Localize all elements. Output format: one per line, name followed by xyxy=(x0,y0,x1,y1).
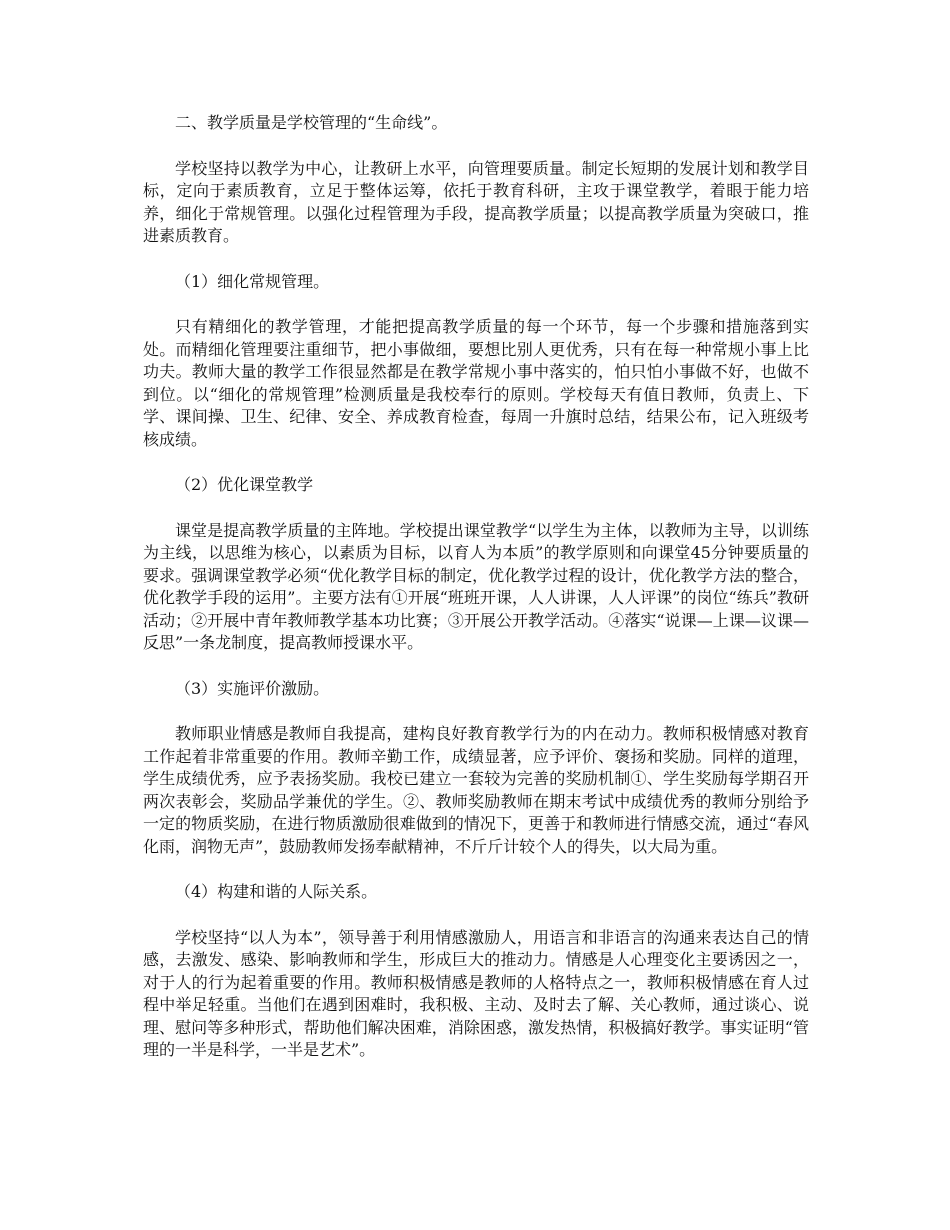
subsection-body-2: 课堂是提高教学质量的主阵地。学校提出课堂教学“以学生为主体，以教师为主导，以训练为主线，以思维为核心，以素质为目标，以育人为本质”的教学原则和向课堂45分钟要质量的要求。强调课堂教学必须“优化教学目标的制定，优化教学过程的设计，优化教学方法的整合，优化教学手段的运用”。主要方法有①开展“班班开课，人人讲课，人人评课”的岗位“练兵”教研活动；②开展中青年教师教学基本功比赛；③开展公开教学活动。④落实“说课—上课—议课—反思”一条龙制度，提高教师授课水平。 xyxy=(143,520,809,652)
document-page xyxy=(143,112,809,1085)
subsection-body-4: 学校坚持“以人为本”，领导善于利用情感激励人，用语言和非语言的沟通来表达自己的情感，去激发、感染、影响教师和学生，形成巨大的推动力。情感是人心理变化主要诱因之一，对于人的行为起着重要的作用。教师积极情感是教师的人格特点之一，教师积极情感在育人过程中举足轻重。当他们在遇到困难时，我积极、主动、及时去了解、关心教师，通过谈心、说理、慰问等多种形式，帮助他们解决困难，消除困惑，激发热情，积极搞好教学。事实证明“管理的一半是科学，一半是艺术”。 xyxy=(143,927,809,1059)
subsection-heading-4: （4）构建和谐的人际关系。 xyxy=(175,882,378,901)
subsection-body-1: 只有精细化的教学管理，才能把提高教学质量的每一个环节，每一个步骤和措施落到实处。而精细化管理要注重细节，把小事做细，要想比别人更优秀，只有在每一种常规小事上比功夫。教师大量的教学工作很显然都是在教学常规小事中落实的，怕只怕小事做不好，也做不到位。以“细化的常规管理”检测质量是我校奉行的原则。学校每天有值日教师，负责上、下学、课间操、卫生、纪律、安全、养成教育检查，每周一升旗时总结，结果公布，记入班级考核成绩。 xyxy=(143,317,809,449)
subsection-body-3: 教师职业情感是教师自我提高，建构良好教育教学行为的内在动力。教师积极情感对教育工作起着非常重要的作用。教师辛勤工作，成绩显著，应予评价、褒扬和奖励。同样的道理，学生成绩优秀，应予表扬奖励。我校已建立一套较为完善的奖励机制①、学生奖励每学期召开两次表彰会，奖励品学兼优的学生。②、教师奖励教师在期末考试中成绩优秀的教师分别给予一定的物质奖励，在进行物质激励很难做到的情况下，更善于和教师进行情感交流，通过“春风化雨，润物无声”，鼓励教师发扬奉献精神，不斤斤计较个人的得失，以大局为重。 xyxy=(143,724,809,856)
section-title: 二、教学质量是学校管理的“生命线”。 xyxy=(175,113,448,132)
subsection-heading-3: （3）实施评价激励。 xyxy=(175,678,330,698)
subsection-heading-1: （1）细化常规管理。 xyxy=(175,271,330,291)
intro-paragraph: 学校坚持以教学为中心，让教研上水平，向管理要质量。制定长短期的发展计划和教学目标，定向于素质教育，立足于整体运筹，依托于教育科研，主攻于课堂教学，着眼于能力培养，细化于常规管理。以强化过程管理为手段，提高教学质量；以提高教学质量为突破口，推进素质教育。 xyxy=(143,158,809,245)
subsection-heading-2: （2）优化课堂教学 xyxy=(175,475,314,494)
